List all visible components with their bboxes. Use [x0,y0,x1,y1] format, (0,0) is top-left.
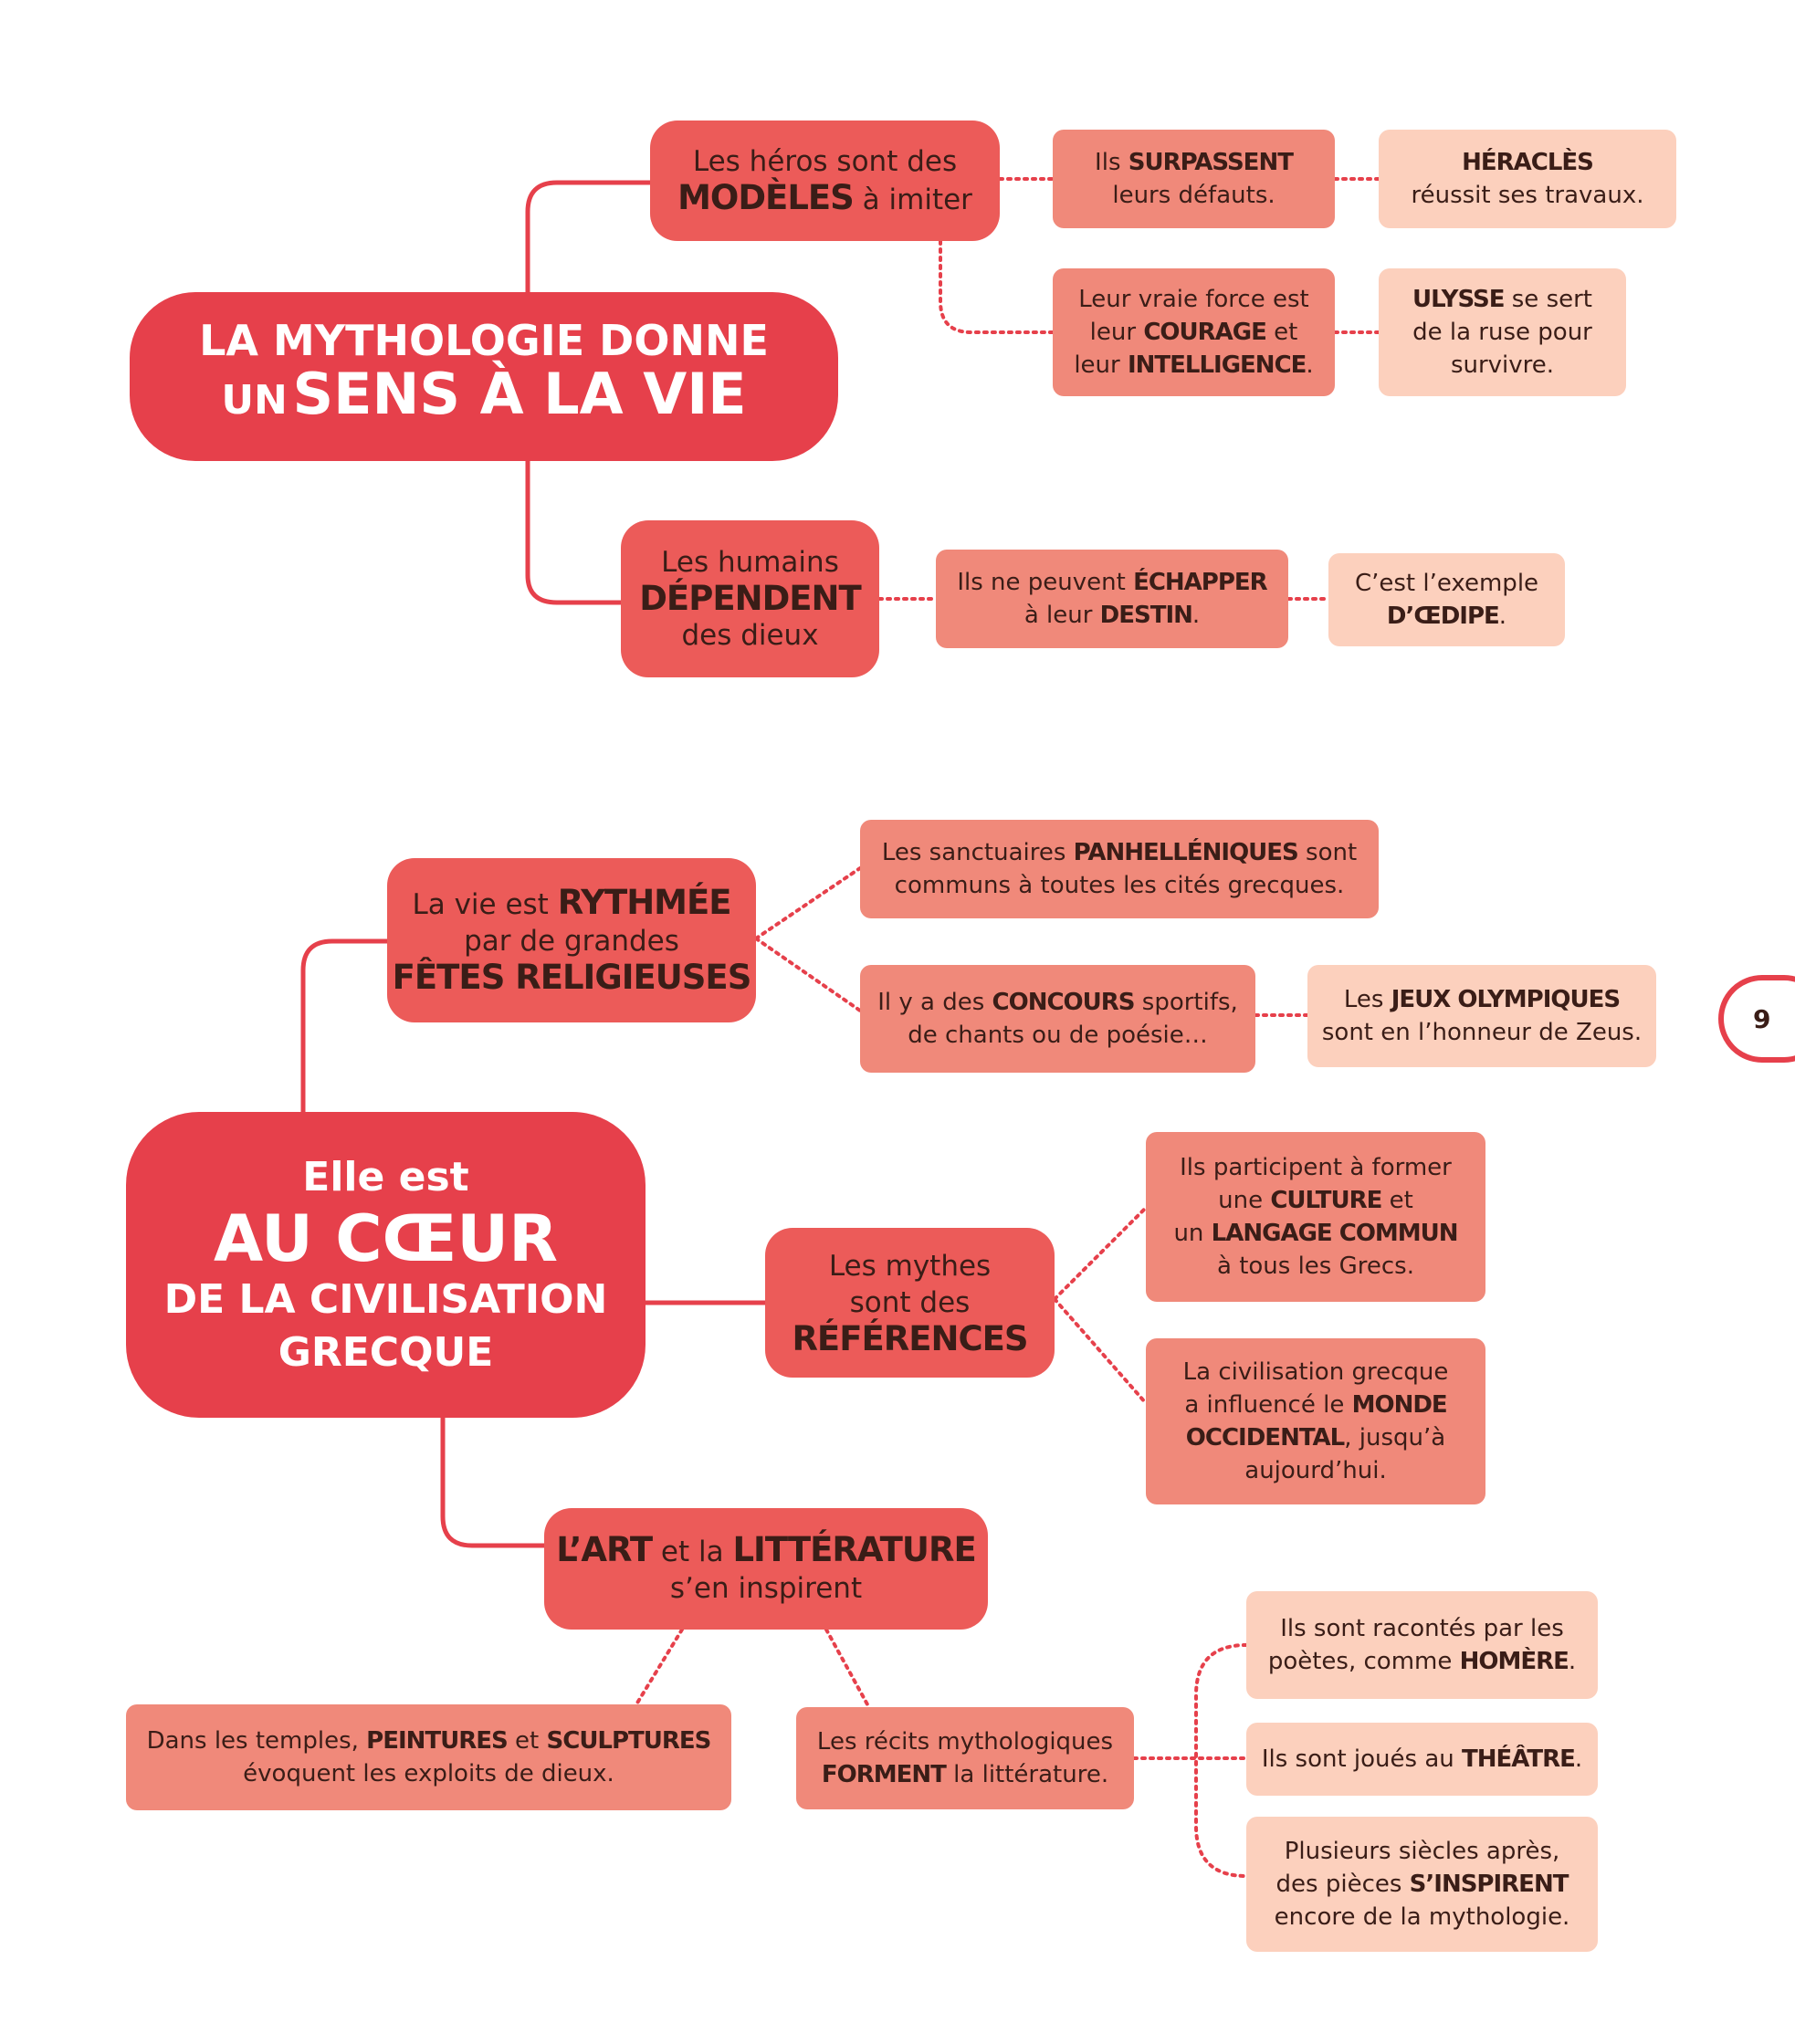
text: leurs défauts. [1112,182,1275,209]
strong-text: OCCIDENTAL [1185,1424,1345,1452]
text: un [1173,1220,1212,1247]
node-theatre [1246,1723,1598,1796]
strong-text: SCULPTURES [546,1727,711,1755]
strong-text: CULTURE [1270,1187,1382,1214]
strong-text: S’INSPIRENT [1409,1871,1569,1898]
text: Les [1343,986,1391,1013]
node-destin [936,550,1288,648]
main2-line1: Elle est [302,1153,469,1200]
strong-text: D’ŒDIPE [1386,603,1499,630]
text: de chants ou de poésie… [908,1022,1208,1049]
node-vie-rythmee [387,858,756,1022]
text: leur [1089,319,1144,346]
text: la littérature. [945,1761,1109,1788]
node-concours [860,965,1255,1073]
strong-text: FORMENT [821,1761,946,1788]
node-heros-strong: MODÈLES [677,178,854,217]
text: La vie est [412,888,558,921]
text: survivre. [1450,351,1555,379]
text: La civilisation grecque [1182,1358,1449,1386]
text: . [1568,1648,1577,1675]
strong-text: RYTHMÉE [557,883,731,922]
main2-line3: DE LA CIVILISATION [163,1275,608,1323]
main2-line2: AU CŒUR [213,1200,559,1276]
text: des dieux [681,619,819,652]
strong-text: ÉCHAPPER [1133,569,1267,596]
node-temples [126,1704,731,1810]
strong-text: PANHELLÉNIQUES [1073,839,1298,866]
strong-text: PEINTURES [366,1727,508,1755]
node-heros-rest: à imiter [853,183,972,216]
main-title-line1: LA MYTHOLOGIE DONNE [199,315,769,365]
text: . [1306,351,1314,379]
strong-text: HOMÈRE [1459,1648,1569,1675]
node-oedipe [1328,553,1565,646]
text: Dans les temples, [146,1727,367,1755]
strong-text: SURPASSENT [1128,149,1293,176]
text: de la ruse pour [1412,319,1592,346]
strong-text: JEUX OLYMPIQUES [1391,986,1621,1013]
text: Ils participent à former [1180,1154,1452,1181]
text: et [507,1727,547,1755]
node-homere [1246,1591,1598,1699]
strong-text: RÉFÉRENCES [792,1319,1028,1358]
node-ulysse [1379,268,1626,396]
strong-text: LITTÉRATURE [732,1529,976,1569]
node-force [1053,268,1335,396]
text: à leur [1023,602,1100,629]
text: Les récits mythologiques [816,1728,1114,1756]
node-occident [1146,1338,1485,1504]
main-node-sens-a-la-vie [130,292,838,461]
text: a influencé le [1184,1391,1352,1419]
strong-text: COURAGE [1143,319,1266,346]
text: une [1218,1187,1271,1214]
strong-text: CONCOURS [992,989,1135,1016]
node-sanctuaires [860,820,1379,918]
page-number: 9 [1753,1003,1771,1034]
text: poètes, comme [1267,1648,1460,1675]
text: aujourd’hui. [1244,1457,1387,1484]
strong-text: DESTIN [1099,602,1192,629]
text: Les sanctuaires [881,839,1074,866]
node-recits [796,1707,1134,1809]
main-title-un: UN [221,376,288,424]
text: sont [1297,839,1358,866]
text: s’en inspirent [669,1571,863,1605]
text: . [1498,603,1507,630]
node-heros-line1: Les héros sont des [692,145,958,178]
text: Ils ne peuvent [957,569,1134,596]
text: des pièces [1275,1871,1410,1898]
text: et [1381,1187,1413,1214]
node-surpassent [1053,130,1335,228]
text: . [1574,1745,1583,1773]
node-jeux-olympiques [1307,965,1656,1067]
text: réussit ses travaux. [1411,182,1644,209]
main2-line4: GRECQUE [278,1328,494,1376]
text: Les mythes [828,1250,992,1283]
text: Les humains [661,546,839,579]
text: et la [652,1535,733,1568]
main-title-sens: SENS À LA VIE [292,360,747,427]
text: C’est l’exemple [1354,570,1539,597]
text: sont en l’honneur de Zeus. [1321,1019,1643,1046]
text: , jusqu’à [1344,1424,1446,1452]
node-heracles [1379,130,1676,228]
node-humains-dependent [621,520,879,677]
text: communs à toutes les cités grecques. [894,872,1345,899]
text: sont des [849,1286,971,1319]
strong-text: HÉRACLÈS [1462,149,1593,176]
text: Leur vraie force est [1078,286,1309,313]
main-node-au-coeur [126,1112,646,1418]
text: par de grandes [464,925,679,958]
text: à tous les Grecs. [1217,1253,1414,1280]
node-mythes-references [765,1228,1055,1378]
text: . [1191,602,1201,629]
text: évoquent les exploits de dieux. [243,1760,614,1787]
text: Ils sont joués au [1261,1745,1463,1773]
strong-text: DÉPENDENT [639,579,861,618]
strong-text: FÊTES RELIGIEUSES [392,958,751,997]
node-art-litterature [544,1508,988,1630]
text: Ils [1095,149,1128,176]
node-culture [1146,1132,1485,1302]
text: et [1265,319,1298,346]
strong-text: INTELLIGENCE [1127,351,1307,379]
text: encore de la mythologie. [1274,1903,1570,1931]
text: Ils sont racontés par les [1280,1615,1564,1642]
text: Plusieurs siècles après, [1284,1838,1560,1865]
text: leur [1074,351,1128,379]
strong-text: L’ART [556,1529,653,1569]
text: sportifs, [1134,989,1238,1016]
node-pieces [1246,1817,1598,1952]
strong-text: MONDE [1351,1391,1447,1419]
text: se sert [1504,286,1592,313]
strong-text: LANGAGE COMMUN [1211,1220,1458,1247]
strong-text: THÉÂTRE [1462,1745,1575,1773]
strong-text: ULYSSE [1412,286,1505,313]
node-heros-modeles [650,121,1000,241]
text: Il y a des [877,989,992,1016]
